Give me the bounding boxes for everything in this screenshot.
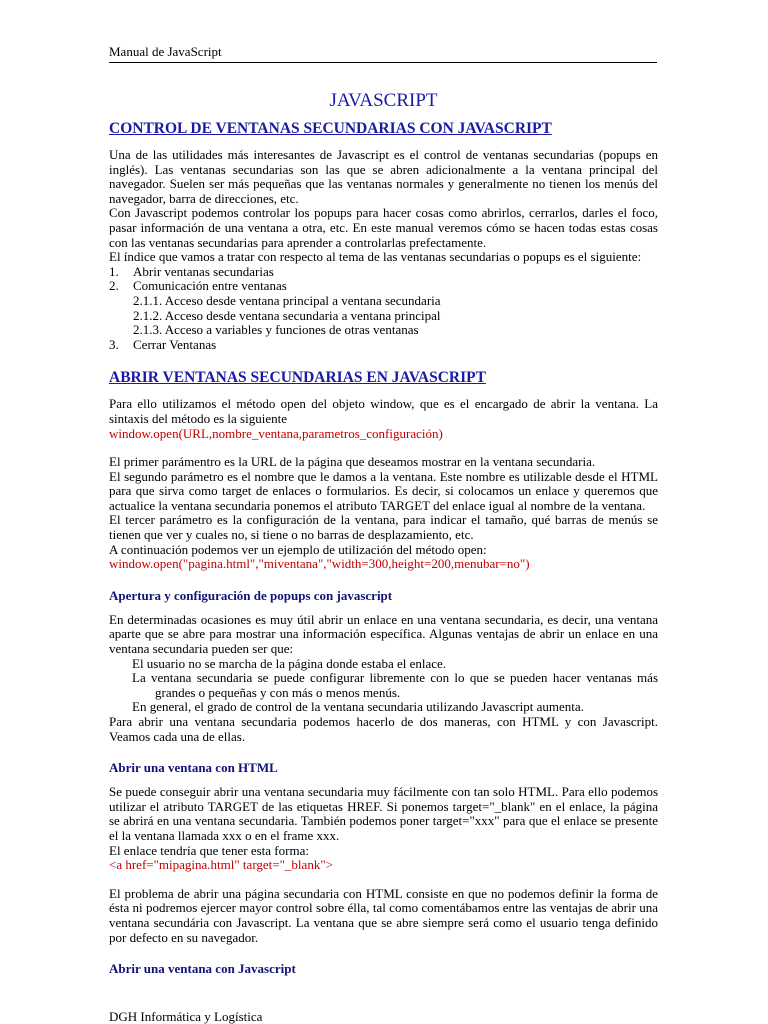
subsection-title-javascript: Abrir una ventana con Javascript [109, 961, 296, 977]
paragraph: Para ello utilizamos el método open del objeto window, que es el encargado de abrir la ventana. La sintaxis del método es la siguiente [109, 396, 658, 426]
toc-subitem: 2.1.3. Acceso a variables y funciones de otras ventanas [133, 322, 419, 338]
toc-subitem: 2.1.1. Acceso desde ventana principal a ventana secundaria [133, 292, 441, 308]
paragraph: Se puede conseguir abrir una ventana secundaria muy fácilmente con tan solo HTML. Para ello podemos utilizar el atributo TARGET de las etiquetas HREF. Si ponemos target="_blank" en el enlace, la página se abrirá en una ventana secundaria. También podemos poner target="xxx" para que el enlace se presente el la ventana llamada xxx o en el frame xxx. [109, 784, 658, 843]
toc-item-label: Cerrar Ventanas [133, 336, 217, 352]
paragraph: El segundo parámetro es el nombre que le damos a la ventana. Este nombre es utilizable desde el HTML para que sirva como target de enlaces o formularios. Es decir, si colocamos un enlace y queremos que actualice la ventana secundaria ponemos el atributo TARGET del enlace igual al nombre de la ventana. [109, 468, 658, 513]
paragraph: El índice que vamos a tratar con respecto al tema de las ventanas secundarias o popups es el siguiente: [109, 249, 642, 265]
document-body [109, 90, 658, 986]
toc-item [109, 338, 658, 353]
toc-item-number: 1. [109, 263, 119, 279]
list-item: La ventana secundaria se puede configurar libremente con lo que se pueden hacer ventanas más grandes o pequeñas y con más o menos menús. [132, 670, 658, 700]
list-item: En general, el grado de control de la ventana secundaria utilizando Javascript aumenta. [132, 699, 584, 715]
toc-item-label: Abrir ventanas secundarias [133, 263, 274, 279]
document-title: JAVASCRIPT [329, 90, 438, 111]
paragraph: El primer parámentro es la URL de la página que deseamos mostrar en la ventana secundaria. [109, 454, 596, 470]
section-title-control: CONTROL DE VENTANAS SECUNDARIAS CON JAVASCRIPT [109, 120, 552, 137]
paragraph: El enlace tendría que tener esta forma: [109, 842, 309, 858]
paragraph: El problema de abrir una página secundaria con HTML consiste en que no podemos definir la forma de ésta ni podremos ejercer mayor control sobre élla, tal como comentábamos entre las ventajas de abrir una ventana secundária con Javascript. La ventana que se abre siempre será como el usuario tenga definido por defecto en su navegador. [109, 885, 658, 945]
paragraph: Para abrir una ventana secundaria podemos hacerlo de dos maneras, con HTML y con Javascript. Veamos cada una de ellas. [109, 714, 658, 744]
toc-item [109, 279, 658, 294]
paragraph: El tercer parámetro es la configuración de la ventana, para indicar el tamaño, qué barras de menús se tienen que ver y cuales no, si tiene o no barras de desplazamiento, etc. [109, 512, 658, 543]
section-title-abrir-ventanas: ABRIR VENTANAS SECUNDARIAS EN JAVASCRIPT [109, 369, 486, 387]
paragraph: Con Javascript podemos controlar los popups para hacer cosas como abrirlos, cerrarlos, darles el foco, pasar información de una ventana a otra, etc. En este manual veremos cómo se hacen todas estas cosas con las ventanas secundarias para aprender a controlarlas prefectamente. [109, 205, 658, 250]
paragraph: A continuación podemos ver un ejemplo de utilización del método open: [109, 541, 487, 557]
page-header: Manual de JavaScript [109, 44, 657, 63]
toc-subitem: 2.1.2. Acceso desde ventana secundaria a ventana principal [133, 307, 441, 323]
paragraph: En determinadas ocasiones es muy útil abrir un enlace en una ventana secundaria, es decir, una ventana aparte que se abre para mostrar una información específica. Algunas ventajas de abrir un enlace en una ventana secundaria pueden ser que: [109, 611, 658, 657]
table-of-contents [109, 265, 658, 353]
toc-item [109, 265, 658, 280]
code-sample-syntax: window.open(URL,nombre_ventana,parametros_configuración) [109, 425, 443, 441]
page-footer: DGH Informática y Logística [109, 1009, 263, 1024]
subsection-title-apertura: Apertura y configuración de popups con javascript [109, 587, 393, 603]
paragraph: Una de las utilidades más interesantes de Javascript es el control de ventanas secundarias (popups en inglés). Las ventanas secundarias son las que se abren adicionalmente a la ventana principal del navegador. Suelen ser más pequeñas que las ventanas normales y generalmente no tienen los menús del navegador, barra de direcciones, etc. [109, 147, 658, 206]
toc-item-label: Comunicación entre ventanas [133, 278, 287, 294]
toc-item-number: 2. [109, 278, 119, 294]
list-item: El usuario no se marcha de la página donde estaba el enlace. [132, 655, 447, 671]
code-sample-anchor: <a href="mipagina.html" target="_blank"> [109, 857, 333, 873]
advantages-list [109, 657, 658, 715]
toc-item-number: 3. [109, 336, 119, 352]
subsection-title-html: Abrir una ventana con HTML [109, 760, 278, 776]
code-sample-example: window.open("pagina.html","miventana","width=300,height=200,menubar=no") [109, 556, 530, 572]
